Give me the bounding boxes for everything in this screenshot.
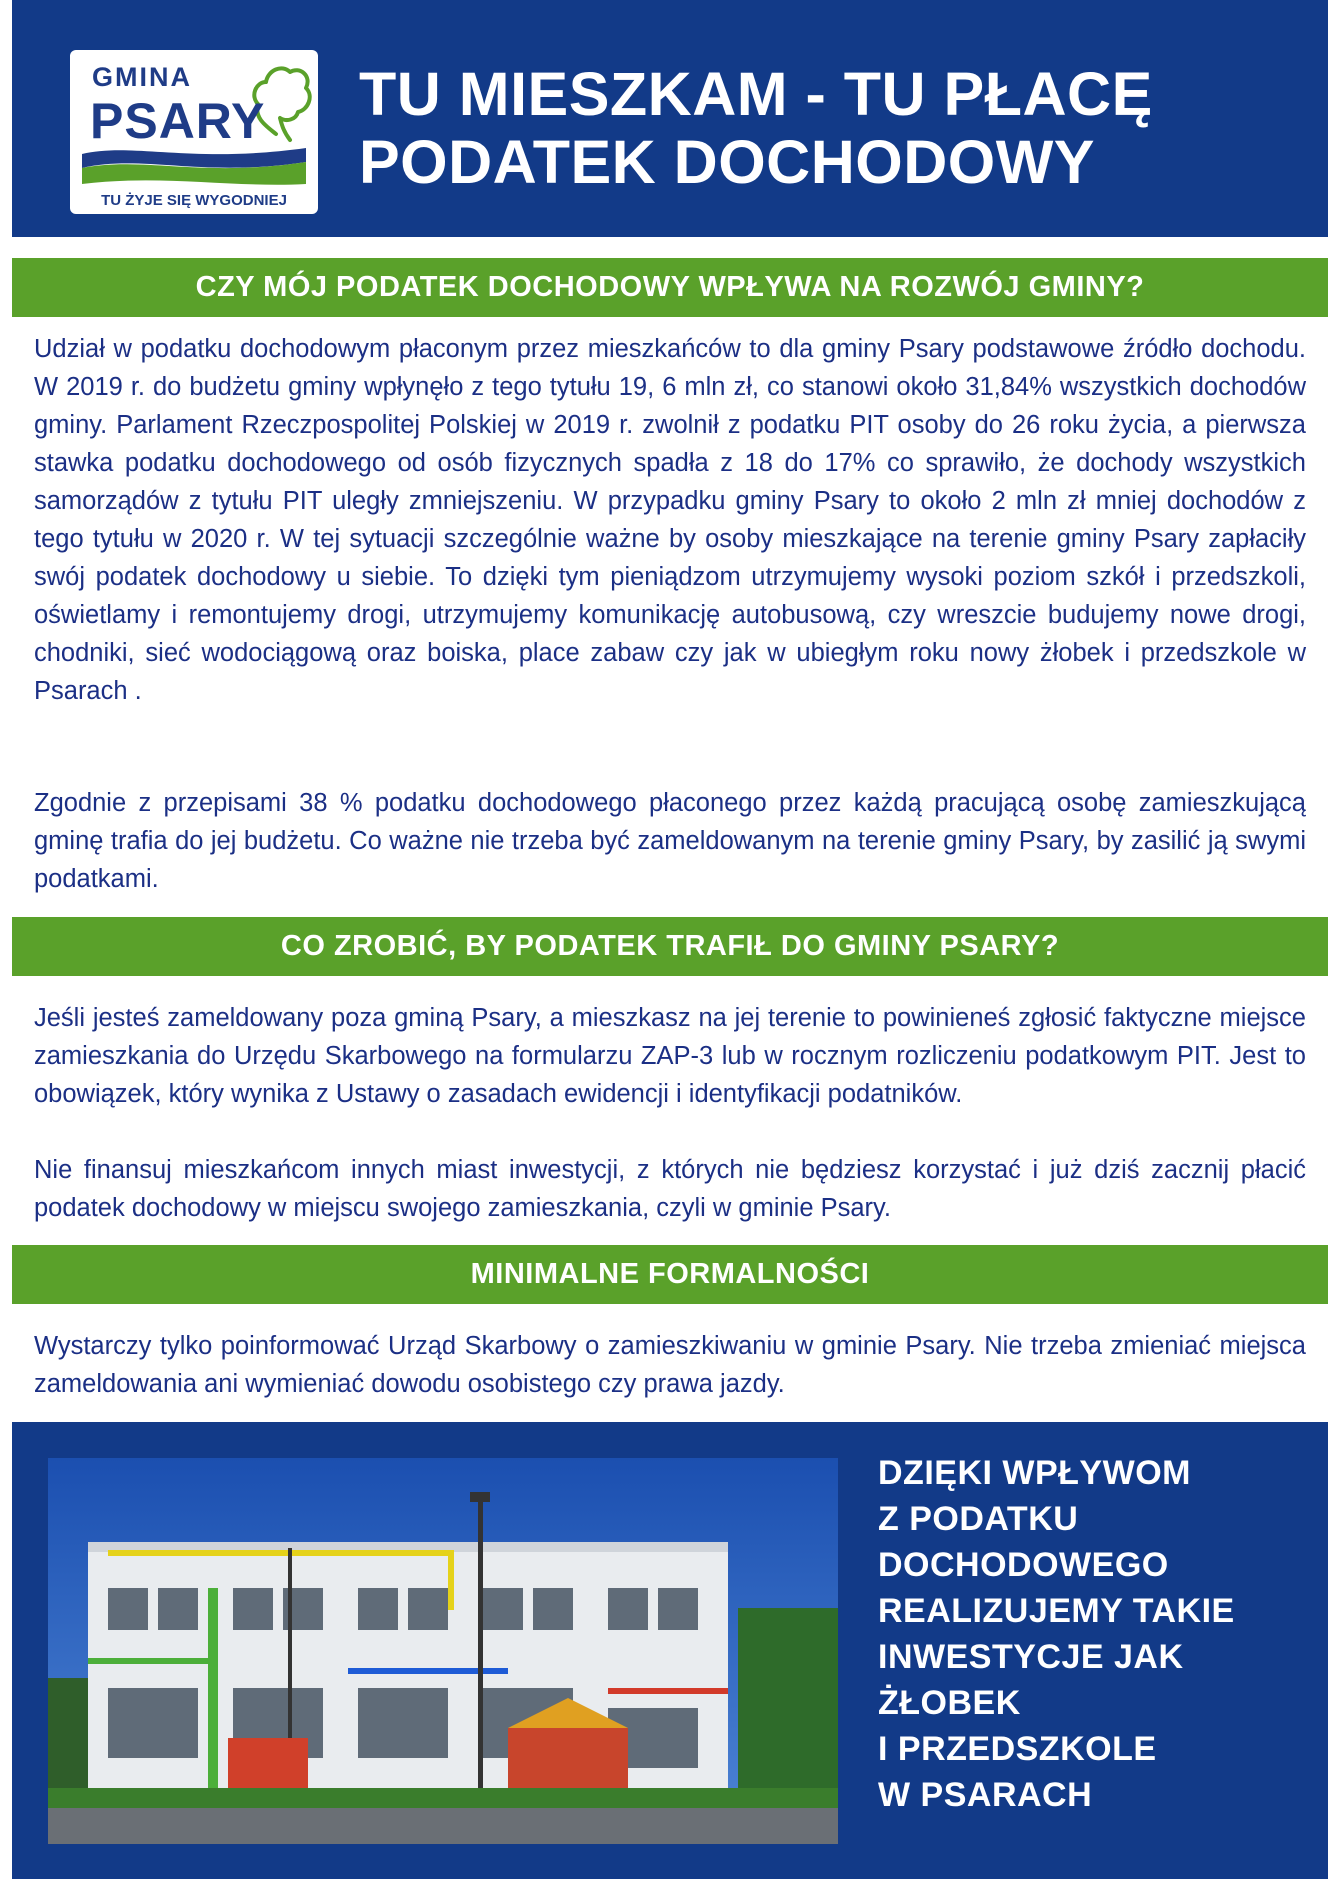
footer-line: W PSARACH — [878, 1776, 1093, 1814]
footer-line: Z PODATKU — [878, 1500, 1079, 1538]
footer-investment-text — [878, 1450, 1318, 1818]
section-heading-impact: CZY MÓJ PODATEK DOCHODOWY WPŁYWA NA ROZWÓJ GMINY? — [12, 258, 1328, 317]
footer-line: REALIZUJEMY TAKIE — [878, 1592, 1235, 1630]
section-1-paragraph-1: Udział w podatku dochodowym płaconym przez mieszkańców to dla gminy Psary podstawowe źródło dochodu. W 2019 r. do budżetu gminy wpłynęło z tego tytułu 19, 6 mln zł, co stanowi około 31,84% wszystkich dochodów gminy. Parlament Rzeczpospolitej Polskiej w 2019 r. zwolnił z podatku PIT osoby do 26 roku życia, a pierwsza stawka podatku dochodowego od osób fizycznych spadła z 18 do 17% co sprawiło, że dochody wszystkich samorządów z tytułu PIT uległy zmniejszeniu. W przypadku gminy Psary to około 2 mln zł mniej dochodów z tego tytułu w 2020 r. W tej sytuacji szczególnie ważne by osoby mieszkające na terenie gminy Psary zapłaciły swój podatek dochodowy u siebie. To dzięki tym pieniądzom utrzymujemy wysoki poziom szkół i przedszkoli, oświetlamy i remontujemy drogi, utrzymujemy komunikację autobusową, czy wreszcie budujemy nowe drogi, chodniki, sieć wodociągową oraz boiska, place zabaw czy jak w ubiegłym roku nowy żłobek i przedszkole w Psarach . — [34, 335, 1306, 705]
section-1-paragraph-2: Zgodnie z przepisami 38 % podatku dochodowego płaconego przez każdą pracującą osobę zamieszkującą gminę trafia do jej budżetu. Co ważne nie trzeba być zameldowanym na terenie gminy Psary, by zasilić ją swymi podatkami. — [34, 789, 1306, 893]
nursery-building-photo — [48, 1458, 838, 1844]
nursery-building-illustration — [48, 1458, 838, 1844]
section-2-paragraph-1: Jeśli jesteś zameldowany poza gminą Psary, a mieszkasz na jej terenie to powinieneś zgłosić faktyczne miejsce zamieszkania do Urzędu Skarbowego na formularzu ZAP-3 lub w rocznym rozliczeniu podatkowym PIT. Jest to obowiązek, który wynika z Ustawy o zasadach ewidencji i identyfikacji podatników. — [34, 1004, 1306, 1108]
page-title — [359, 60, 1319, 196]
footer-line: INWESTYCJE JAK — [878, 1638, 1184, 1676]
logo-psary-text: PSARY — [90, 93, 266, 149]
section-2-paragraph-2: Nie finansuj mieszkańcom innych miast inwestycji, z których nie będziesz korzystać i już dziś zacznij płacić podatek dochodowy w miejscu swojego zamieszkania, czyli w gminie Psary. — [34, 1156, 1306, 1222]
logo-gmina-text: GMINA — [92, 62, 192, 92]
footer-line: DOCHODOWEGO — [878, 1546, 1169, 1584]
footer-line: I PRZEDSZKOLE — [878, 1730, 1157, 1768]
page-title-line-2: PODATEK DOCHODOWY — [359, 128, 1095, 196]
section-3-paragraph-1: Wystarczy tylko poinformować Urząd Skarbowy o zamieszkiwaniu w gminie Psary. Nie trzeba zmieniać miejsca zameldowania ani wymieniać dowodu osobistego czy prawa jazdy. — [34, 1332, 1306, 1398]
footer-banner — [12, 1422, 1328, 1879]
section-heading-how-to: CO ZROBIĆ, BY PODATEK TRAFIŁ DO GMINY PSARY? — [12, 917, 1328, 976]
footer-line: ŻŁOBEK — [878, 1684, 1021, 1722]
logo-wave-graphic — [82, 144, 306, 188]
section-heading-formalities: MINIMALNE FORMALNOŚCI — [12, 1245, 1328, 1304]
logo-tagline: TU ŻYJE SIĘ WYGODNIEJ — [101, 192, 287, 209]
gmina-psary-logo — [70, 50, 318, 214]
header-banner — [12, 0, 1328, 237]
footer-line: DZIĘKI WPŁYWOM — [878, 1454, 1191, 1492]
page-title-line-1: TU MIESZKAM - TU PŁACĘ — [359, 60, 1153, 128]
